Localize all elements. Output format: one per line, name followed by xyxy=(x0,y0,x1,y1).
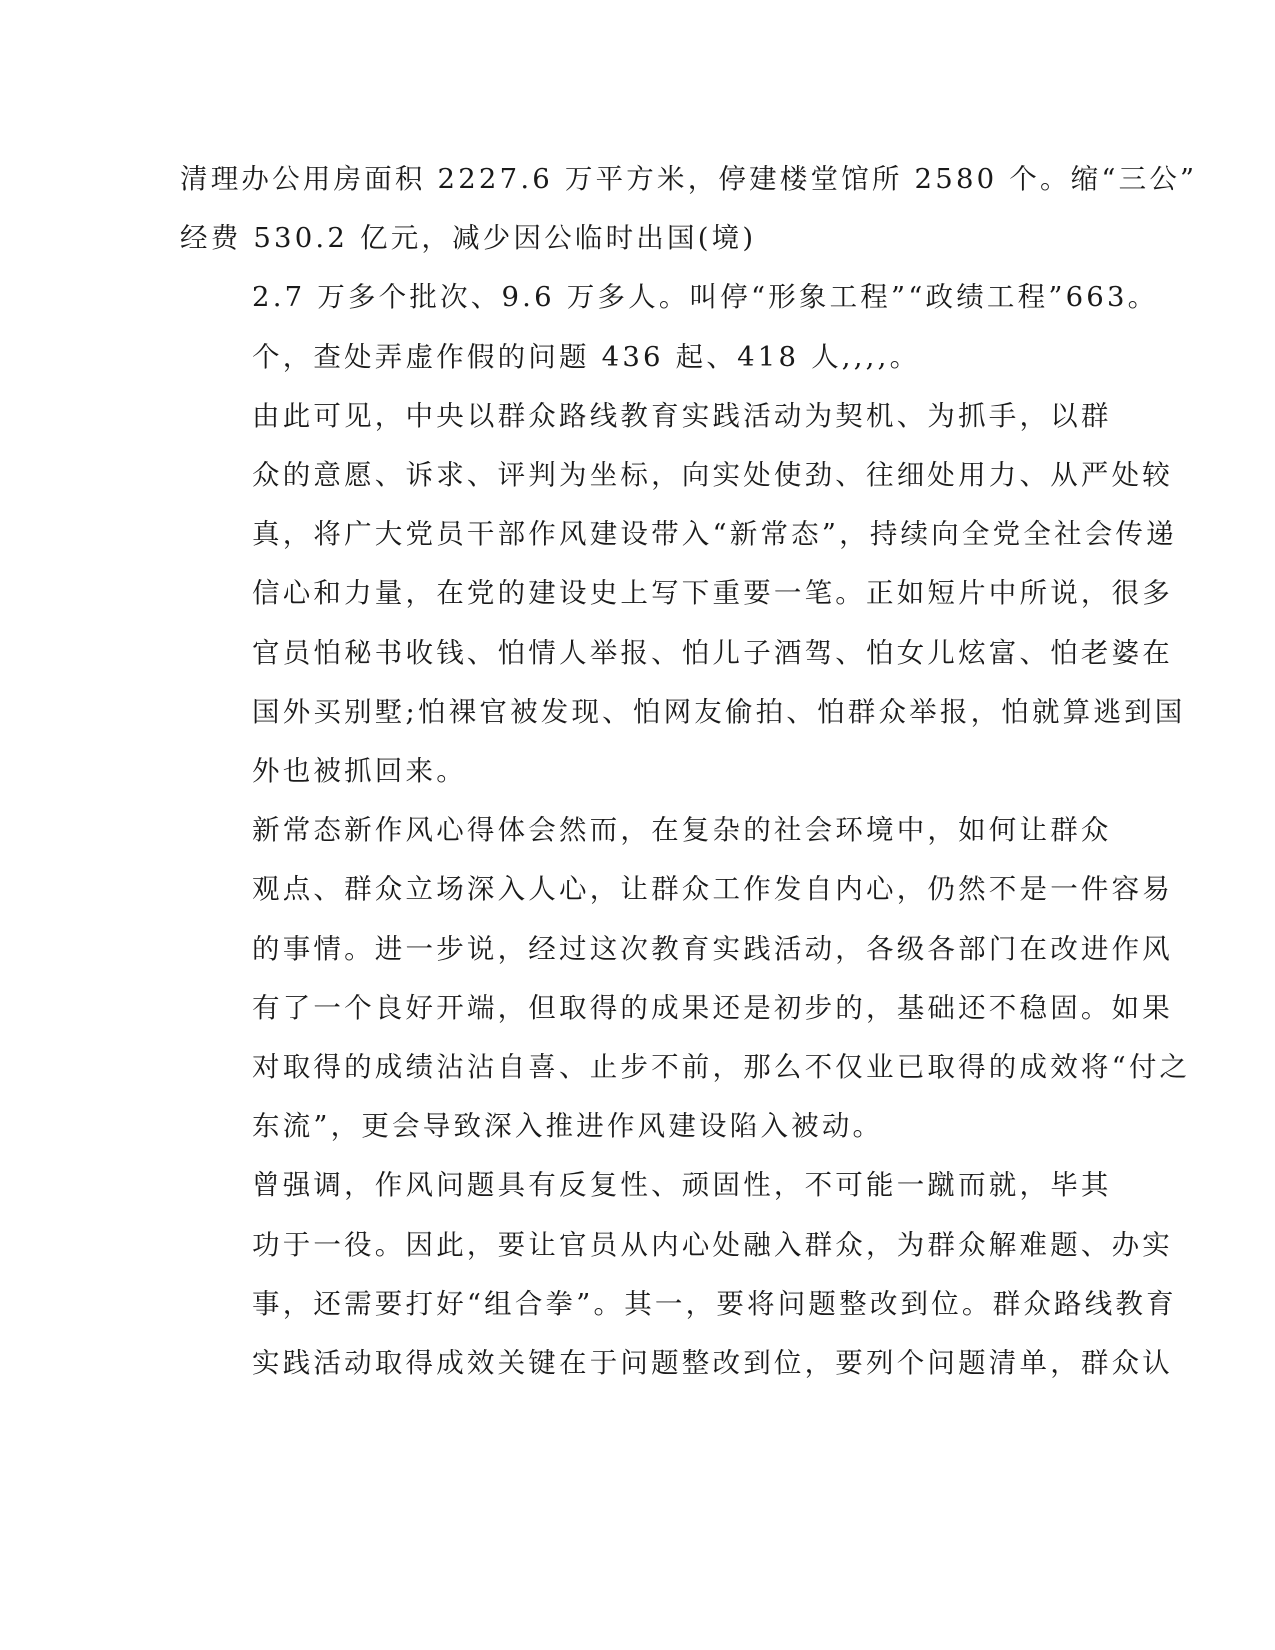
text-line: 由此可见，中央以群众路线教育实践活动为契机、为抓手，以群 xyxy=(252,399,1112,432)
document-body xyxy=(180,150,1198,1393)
text-line: 的事情。进一步说，经过这次教育实践活动，各级各部门在改进作风 xyxy=(252,932,1173,965)
text-line: 众的意愿、诉求、评判为坐标，向实处使劲、往细处用力、从严处较 xyxy=(252,459,1173,492)
text-line: 观点、群众立场深入人心，让群众工作发自内心，仍然不是一件容易 xyxy=(252,873,1173,906)
paragraph xyxy=(180,268,1159,327)
text-line: 经费 530.2 亿元，减少因公临时出国(境) xyxy=(180,222,757,255)
paragraph xyxy=(180,150,1198,268)
text-line: 东流”，更会导致深入推进作风建设陷入被动。 xyxy=(252,1110,884,1143)
text-line: 有了一个良好开端，但取得的成果还是初步的，基础还不稳固。如果 xyxy=(252,991,1173,1024)
text-line: 功于一役。因此，要让官员从内心处融入群众，为群众解难题、办实 xyxy=(252,1228,1173,1261)
paragraph xyxy=(180,387,1186,801)
text-line: 对取得的成绩沾沾自喜、止步不前，那么不仅业已取得的成效将“付之 xyxy=(252,1051,1191,1084)
text-line: 真，将广大党员干部作风建设带入“新常态”，持续向全党全社会传递 xyxy=(252,518,1177,551)
paragraph xyxy=(180,801,1191,1156)
paragraph xyxy=(180,1156,1177,1393)
text-line: 事，还需要打好“组合拳”。其一，要将问题整改到位。群众路线教育 xyxy=(252,1287,1177,1320)
text-line: 实践活动取得成效关键在于问题整改到位，要列个问题清单，群众认 xyxy=(252,1347,1173,1380)
paragraph xyxy=(180,328,1030,387)
text-line: 曾强调，作风问题具有反复性、顽固性，不可能一蹴而就，毕其 xyxy=(252,1169,1112,1202)
text-line: 外也被抓回来。 xyxy=(252,755,467,788)
text-line: 新常态新作风心得体会然而，在复杂的社会环境中，如何让群众 xyxy=(252,814,1112,847)
text-line: 信心和力量，在党的建设史上写下重要一笔。正如短片中所说，很多 xyxy=(252,577,1173,610)
text-line: 官员怕秘书收钱、怕情人举报、怕儿子酒驾、怕女儿炫富、怕老婆在 xyxy=(252,636,1173,669)
document-page xyxy=(180,150,1198,1393)
text-line: 个，查处弄虚作假的问题 436 起、418 人,,,,。 xyxy=(252,340,921,373)
text-line: 国外买别墅;怕裸官被发现、怕网友偷拍、怕群众举报，怕就算逃到国 xyxy=(252,695,1186,728)
text-line: 清理办公用房面积 2227.6 万平方米，停建楼堂馆所 2580 个。缩“三公” xyxy=(180,163,1198,195)
text-line: 2.7 万多个批次、9.6 万多人。叫停“形象工程”“政绩工程”663。 xyxy=(252,281,1159,314)
